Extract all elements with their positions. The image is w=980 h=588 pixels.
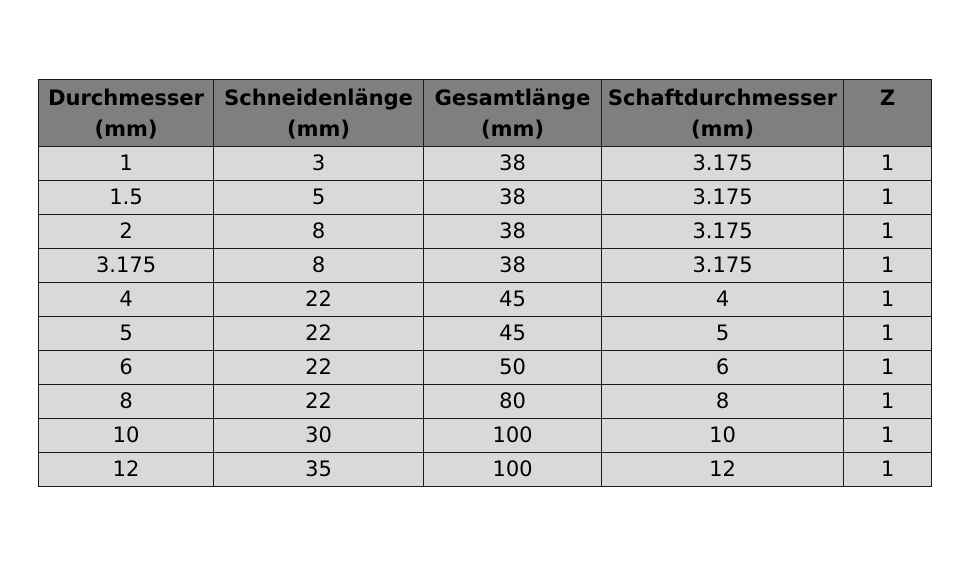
table-cell-z: 1 [844,385,932,419]
table-header [39,80,932,147]
table-cell-durchmesser: 8 [39,385,214,419]
table-row [39,351,932,385]
table-cell-schaftdurchmesser: 3.175 [602,249,844,283]
column-header-durchmesser [39,80,214,147]
column-header-label: Schneidenlänge [224,86,413,110]
table-cell-schaftdurchmesser: 3.175 [602,147,844,181]
table-cell-gesamtlaenge: 100 [424,453,602,487]
table-cell-durchmesser: 1.5 [39,181,214,215]
table-cell-schaftdurchmesser: 3.175 [602,181,844,215]
table-cell-schaftdurchmesser: 5 [602,317,844,351]
table-cell-z: 1 [844,215,932,249]
table-cell-schaftdurchmesser: 12 [602,453,844,487]
table-cell-schneidenlaenge: 30 [214,419,424,453]
table-cell-schaftdurchmesser: 6 [602,351,844,385]
table-cell-schaftdurchmesser: 8 [602,385,844,419]
table-row [39,317,932,351]
table-cell-schneidenlaenge: 22 [214,351,424,385]
column-header-schneidenlaenge [214,80,424,147]
column-header-unit: (mm) [691,117,754,141]
column-header-label: Z [879,86,896,110]
table-cell-durchmesser: 12 [39,453,214,487]
table-row [39,283,932,317]
table-cell-schneidenlaenge: 22 [214,385,424,419]
table-cell-z: 1 [844,453,932,487]
table-cell-schneidenlaenge: 3 [214,147,424,181]
table-cell-schaftdurchmesser: 3.175 [602,215,844,249]
table-cell-z: 1 [844,351,932,385]
header-row [39,80,932,147]
table-cell-z: 1 [844,249,932,283]
table-cell-gesamtlaenge: 100 [424,419,602,453]
table-row [39,385,932,419]
table-row [39,453,932,487]
table-cell-z: 1 [844,419,932,453]
column-header-schaftdurchmesser [602,80,844,147]
table-row [39,215,932,249]
table-cell-z: 1 [844,147,932,181]
table-cell-gesamtlaenge: 45 [424,317,602,351]
column-header-z [844,80,932,147]
spec-table [38,79,932,487]
table-body [39,147,932,487]
table-cell-durchmesser: 4 [39,283,214,317]
table-cell-gesamtlaenge: 38 [424,249,602,283]
table-cell-schaftdurchmesser: 10 [602,419,844,453]
table-cell-schneidenlaenge: 8 [214,249,424,283]
column-header-unit: (mm) [287,117,350,141]
table-cell-durchmesser: 6 [39,351,214,385]
table-cell-schneidenlaenge: 5 [214,181,424,215]
table-row [39,249,932,283]
column-header-label: Gesamtlänge [434,86,591,110]
table-cell-schneidenlaenge: 35 [214,453,424,487]
table-cell-schneidenlaenge: 22 [214,283,424,317]
table-cell-durchmesser: 2 [39,215,214,249]
table-cell-z: 1 [844,283,932,317]
table-cell-z: 1 [844,317,932,351]
table-row [39,147,932,181]
table-row [39,419,932,453]
table-cell-durchmesser: 5 [39,317,214,351]
column-header-unit: (mm) [481,117,544,141]
table-cell-z: 1 [844,181,932,215]
table-row [39,181,932,215]
table-cell-gesamtlaenge: 45 [424,283,602,317]
table-cell-gesamtlaenge: 50 [424,351,602,385]
table-cell-durchmesser: 3.175 [39,249,214,283]
table-cell-gesamtlaenge: 38 [424,147,602,181]
table-cell-durchmesser: 10 [39,419,214,453]
table-cell-gesamtlaenge: 80 [424,385,602,419]
column-header-unit: (mm) [94,117,158,141]
table-cell-gesamtlaenge: 38 [424,215,602,249]
table-cell-schneidenlaenge: 22 [214,317,424,351]
column-header-gesamtlaenge [424,80,602,147]
table-cell-durchmesser: 1 [39,147,214,181]
table-cell-schneidenlaenge: 8 [214,215,424,249]
column-header-label: Schaftdurchmesser [607,86,838,110]
table-cell-gesamtlaenge: 38 [424,181,602,215]
table-cell-schaftdurchmesser: 4 [602,283,844,317]
column-header-label: Durchmesser [48,86,204,110]
